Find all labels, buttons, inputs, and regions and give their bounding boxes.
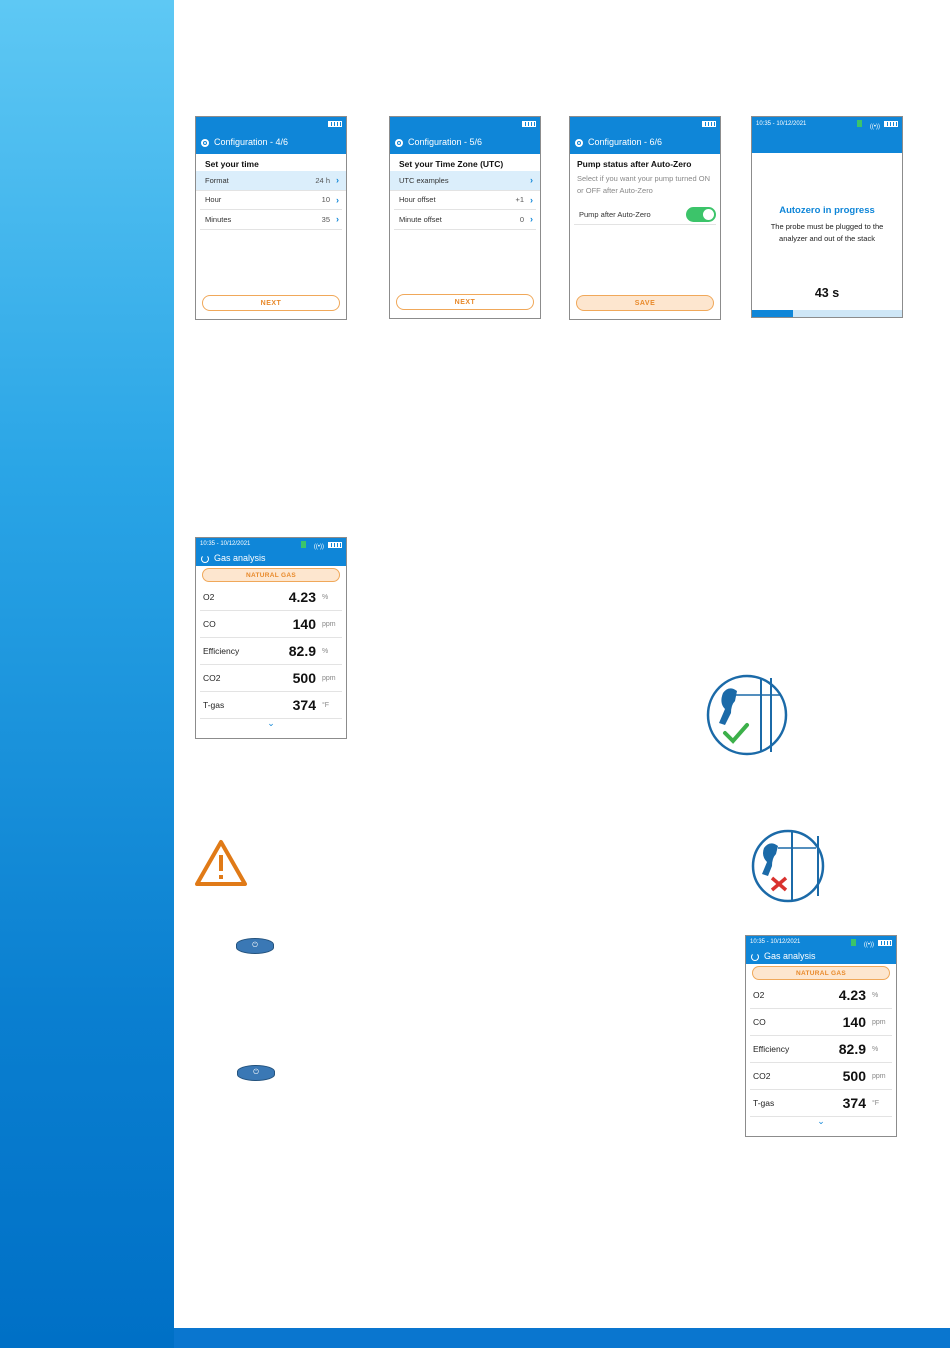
setting-label: Format: [205, 175, 229, 185]
reading-label: O2: [753, 990, 765, 1000]
reading-unit: %: [322, 593, 329, 601]
usb-icon: [851, 939, 856, 946]
power-icon: ⏻: [252, 942, 258, 949]
reading-row-co2: [750, 1063, 892, 1090]
setting-label: Hour: [205, 195, 222, 205]
reading-value: 4.23: [838, 987, 866, 1003]
battery-icon: [522, 121, 536, 127]
setting-value: 24 h: [315, 175, 330, 185]
next-button[interactable]: NEXT: [396, 294, 534, 310]
gear-icon: [575, 139, 583, 147]
progress-fill: [752, 310, 793, 317]
setting-label: UTC examples: [399, 175, 449, 185]
reading-label: CO: [203, 619, 216, 629]
setting-value: +1: [515, 195, 524, 205]
status-time: 10:35 - 10/12/2021: [750, 939, 801, 945]
screen-title: Configuration - 6/6: [588, 137, 663, 147]
wireless-icon: ((•)): [869, 124, 880, 130]
setting-row-format[interactable]: [196, 171, 346, 191]
probe-out-of-stack-correct-icon: [705, 673, 791, 757]
chevron-down-icon[interactable]: ⌄: [267, 718, 275, 728]
reading-label: T-gas: [203, 700, 225, 710]
setting-label: Minute offset: [399, 214, 442, 224]
setting-label: Hour offset: [399, 195, 436, 205]
gear-icon: [395, 139, 403, 147]
setting-row-minute-offset[interactable]: [394, 210, 536, 230]
save-button[interactable]: SAVE: [576, 295, 714, 311]
reading-row-o2: [750, 982, 892, 1009]
power-icon: [201, 555, 209, 563]
battery-icon: [328, 121, 342, 127]
status-bar: [196, 117, 346, 131]
chevron-right-icon: ›: [336, 175, 339, 186]
reading-value: 500: [292, 670, 316, 686]
power-icon: ⏻: [253, 1069, 259, 1076]
toggle-knob: [703, 209, 714, 220]
reading-row-tgas: [750, 1090, 892, 1117]
side-band: [0, 0, 174, 1348]
probe-in-stack-wrong-icon: [750, 828, 826, 904]
reading-unit: ppm: [872, 1072, 886, 1080]
pump-description: Select if you want your pump turned ON or OFF after Auto-Zero: [577, 174, 710, 195]
screen-title: Configuration - 5/6: [408, 137, 483, 147]
title-bar: [390, 131, 540, 154]
screen-title: Configuration - 4/6: [214, 137, 289, 147]
autozero-heading: Autozero in progress: [779, 205, 875, 216]
setting-row-utc-examples[interactable]: [390, 171, 540, 191]
footer-band: [174, 1328, 950, 1348]
status-bar: [746, 936, 896, 949]
title-bar: [570, 131, 720, 154]
setting-label: Minutes: [205, 214, 232, 224]
title-bar: [752, 131, 902, 153]
reading-row-efficiency: [200, 638, 342, 665]
title-bar: [196, 131, 346, 154]
countdown: 43 s: [814, 286, 840, 300]
reading-value: 4.23: [288, 589, 316, 605]
power-button[interactable]: [236, 938, 274, 954]
reading-unit: %: [872, 991, 879, 999]
status-time: 10:35 - 10/12/2021: [756, 121, 807, 127]
reading-unit: ppm: [322, 674, 336, 682]
progress-track: [752, 310, 902, 317]
gas-analysis-screen: [195, 537, 347, 739]
status-bar: [196, 538, 346, 551]
battery-icon: [702, 121, 716, 127]
reading-value: 374: [292, 697, 316, 713]
reading-value: 82.9: [838, 1041, 866, 1057]
toggle-label: Pump after Auto-Zero: [579, 210, 651, 219]
wireless-icon: ((•)): [313, 544, 324, 550]
chevron-right-icon: ›: [530, 175, 533, 186]
gas-analysis-screen: [745, 935, 897, 1137]
setting-row-hour[interactable]: [200, 191, 342, 211]
reading-label: O2: [203, 592, 215, 602]
reading-label: CO2: [753, 1071, 771, 1081]
reading-unit: ppm: [872, 1018, 886, 1026]
reading-label: Efficiency: [203, 646, 240, 656]
reading-value: 140: [842, 1014, 866, 1030]
chevron-down-icon[interactable]: ⌄: [817, 1116, 825, 1126]
reading-row-tgas: [200, 692, 342, 719]
power-icon: [751, 953, 759, 961]
screen-subtitle: Set your time: [205, 159, 259, 169]
reading-value: 374: [842, 1095, 866, 1111]
reading-unit: °F: [322, 701, 330, 709]
reading-value: 500: [842, 1068, 866, 1084]
wireless-icon: ((•)): [863, 942, 874, 948]
chevron-right-icon: ›: [530, 194, 533, 205]
config-pump-screen: [569, 116, 721, 320]
usb-icon: [857, 120, 862, 127]
reading-unit: %: [322, 647, 329, 655]
screen-title: Gas analysis: [764, 951, 816, 961]
screen-subtitle: Pump status after Auto-Zero: [577, 159, 692, 169]
reading-label: CO: [753, 1017, 766, 1027]
status-time: 10:35 - 10/12/2021: [200, 541, 251, 547]
setting-value: 0: [519, 214, 524, 224]
battery-icon: [884, 121, 898, 127]
chevron-right-icon: ›: [336, 214, 339, 225]
fuel-badge[interactable]: NATURAL GAS: [202, 568, 340, 582]
battery-icon: [878, 940, 892, 946]
reading-row-efficiency: [750, 1036, 892, 1063]
reading-unit: °F: [872, 1099, 880, 1107]
setting-row-hour-offset[interactable]: [394, 191, 536, 211]
battery-icon: [328, 542, 342, 548]
config-timezone-screen: [389, 116, 541, 319]
reading-unit: %: [872, 1045, 879, 1053]
power-button[interactable]: [237, 1065, 275, 1081]
reading-value: 140: [292, 616, 316, 632]
fuel-badge[interactable]: NATURAL GAS: [752, 966, 890, 980]
autozero-message: The probe must be plugged to the analyzer and out of the stack: [770, 222, 884, 243]
status-bar: [390, 117, 540, 131]
warning-icon: [193, 838, 249, 888]
setting-value: 35: [321, 214, 330, 224]
status-bar: [752, 117, 902, 131]
status-bar: [570, 117, 720, 131]
chevron-right-icon: ›: [530, 214, 533, 225]
autozero-screen: [751, 116, 903, 318]
setting-row-minutes[interactable]: [200, 210, 342, 230]
reading-row-o2: [200, 584, 342, 611]
reading-row-co: [750, 1009, 892, 1036]
config-time-screen: [195, 116, 347, 320]
pump-toggle-row: [574, 205, 716, 225]
reading-label: CO2: [203, 673, 221, 683]
reading-label: T-gas: [753, 1098, 775, 1108]
reading-value: 82.9: [288, 643, 316, 659]
reading-row-co: [200, 611, 342, 638]
reading-row-co2: [200, 665, 342, 692]
usb-icon: [301, 541, 306, 548]
screen-title: Gas analysis: [214, 553, 266, 563]
next-button[interactable]: NEXT: [202, 295, 340, 311]
reading-unit: ppm: [322, 620, 336, 628]
reading-label: Efficiency: [753, 1044, 790, 1054]
setting-value: 10: [321, 195, 330, 205]
chevron-right-icon: ›: [336, 194, 339, 205]
pump-toggle-switch[interactable]: [686, 207, 716, 222]
gear-icon: [201, 139, 209, 147]
screen-subtitle: Set your Time Zone (UTC): [399, 159, 504, 169]
